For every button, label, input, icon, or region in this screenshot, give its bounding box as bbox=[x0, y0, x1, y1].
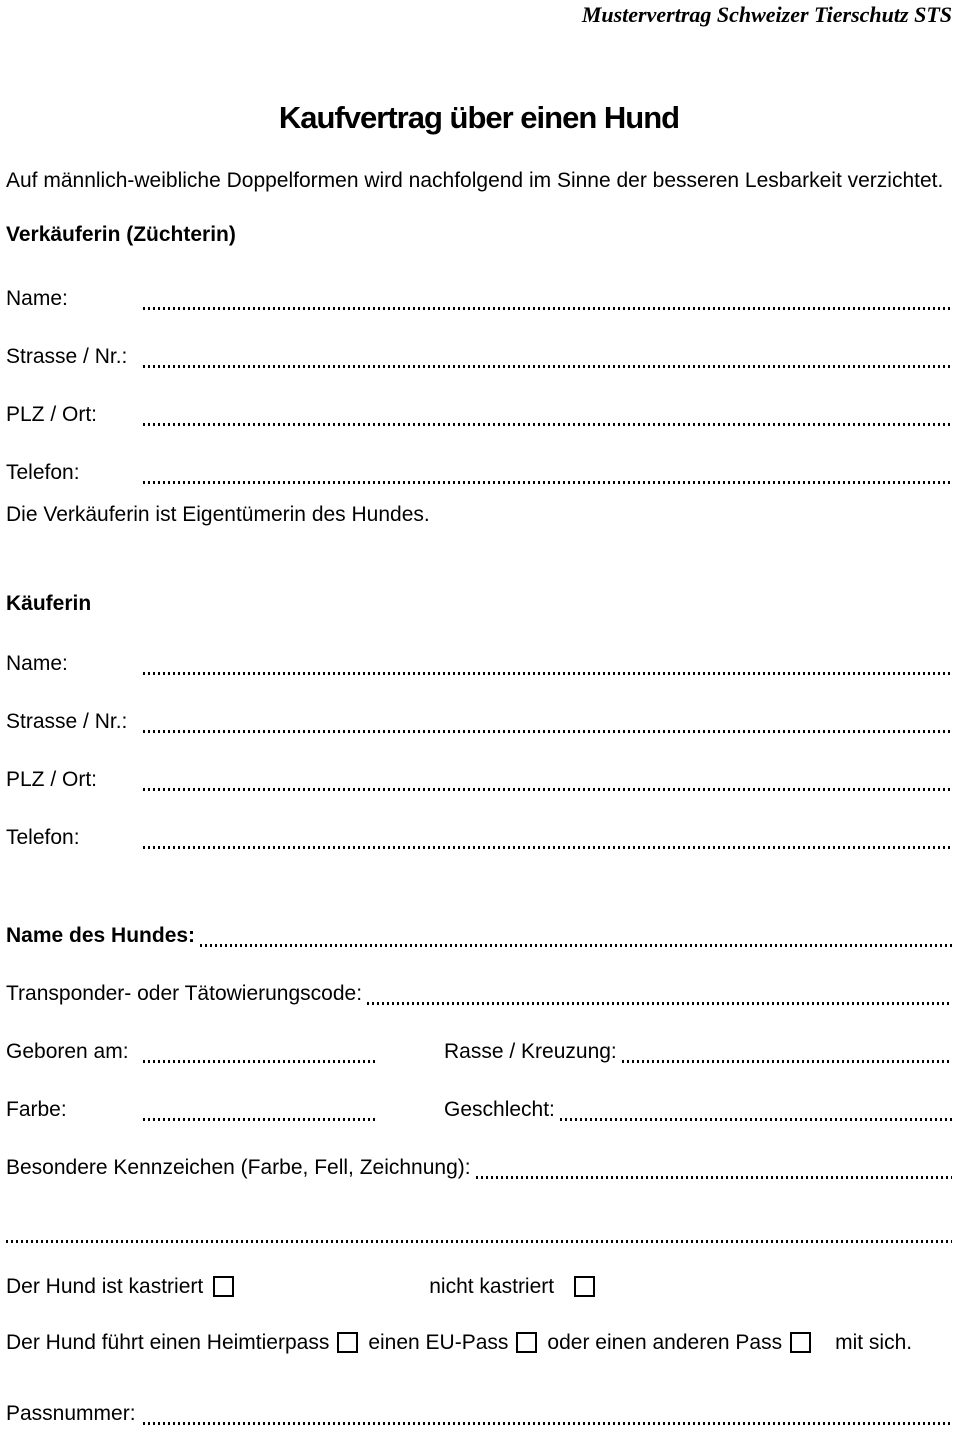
buyer-name-fill-line[interactable] bbox=[143, 672, 952, 675]
dog-marks-fill-line[interactable] bbox=[476, 1176, 952, 1179]
buyer-city-label: PLZ / Ort: bbox=[6, 768, 98, 791]
dog-transponder-label: Transponder- oder Tätowierungscode: bbox=[6, 982, 363, 1005]
dog-born-breed-row bbox=[6, 1006, 952, 1064]
passport-row bbox=[6, 1329, 952, 1355]
intro-note: Auf männlich-weibliche Doppelformen wird nachfolgend im Sinne der besseren Lesbarkeit verzichtet. bbox=[6, 169, 944, 192]
seller-phone-row bbox=[6, 427, 952, 485]
dog-marks-label: Besondere Kennzeichen (Farbe, Fell, Zeichnung): bbox=[6, 1156, 471, 1179]
buyer-phone-fill-line[interactable] bbox=[143, 846, 952, 849]
passport-number-row bbox=[6, 1370, 952, 1426]
passport-number-label: Passnummer: bbox=[6, 1402, 136, 1425]
seller-city-row bbox=[6, 369, 952, 427]
dog-marks-row bbox=[6, 1122, 952, 1180]
dog-name-row bbox=[6, 890, 952, 948]
dog-sex-fill-line[interactable] bbox=[560, 1118, 952, 1121]
seller-street-row bbox=[6, 311, 952, 369]
passport-suffix-label: mit sich. bbox=[835, 1330, 913, 1354]
buyer-street-fill-line[interactable] bbox=[143, 730, 952, 733]
dog-transponder-row bbox=[6, 948, 952, 1006]
marks-continuation-fill-line[interactable] bbox=[6, 1240, 952, 1243]
dog-name-label: Name des Hundes: bbox=[6, 924, 196, 947]
other-pass-label: oder einen anderen Pass bbox=[547, 1330, 783, 1354]
watermark-text: Mustervertrag Schweizer Tierschutz STS bbox=[581, 2, 952, 27]
buyer-phone-row bbox=[6, 792, 952, 850]
seller-city-label: PLZ / Ort: bbox=[6, 403, 98, 426]
seller-name-fill-line[interactable] bbox=[143, 307, 952, 310]
seller-street-label: Strasse / Nr.: bbox=[6, 345, 128, 368]
seller-phone-label: Telefon: bbox=[6, 461, 80, 484]
dog-born-fill-line[interactable] bbox=[143, 1060, 375, 1063]
dog-breed-label: Rasse / Kreuzung: bbox=[444, 1040, 617, 1063]
heimtierpass-checkbox[interactable] bbox=[337, 1332, 358, 1353]
not-castrated-checkbox[interactable] bbox=[574, 1276, 595, 1297]
seller-name-label: Name: bbox=[6, 287, 68, 310]
castrated-checkbox[interactable] bbox=[213, 1276, 234, 1297]
buyer-name-label: Name: bbox=[6, 652, 68, 675]
passport-prefix-label: Der Hund führt einen Heimtierpass bbox=[6, 1330, 330, 1354]
eu-pass-checkbox[interactable] bbox=[516, 1332, 537, 1353]
seller-phone-fill-line[interactable] bbox=[143, 481, 952, 484]
buyer-city-row bbox=[6, 734, 952, 792]
passport-number-fill-line[interactable] bbox=[143, 1422, 952, 1425]
buyer-section-heading: Käuferin bbox=[6, 592, 92, 615]
dog-transponder-fill-line[interactable] bbox=[367, 1002, 952, 1005]
seller-name-row bbox=[6, 253, 952, 311]
dog-color-fill-line[interactable] bbox=[143, 1118, 375, 1121]
dog-sex-label: Geschlecht: bbox=[444, 1098, 555, 1121]
buyer-street-label: Strasse / Nr.: bbox=[6, 710, 128, 733]
seller-city-fill-line[interactable] bbox=[143, 423, 952, 426]
eu-pass-label: einen EU-Pass bbox=[368, 1330, 509, 1354]
castrated-label: Der Hund ist kastriert bbox=[6, 1274, 204, 1298]
seller-ownership-note: Die Verkäuferin ist Eigentümerin des Hundes. bbox=[6, 503, 430, 526]
buyer-phone-label: Telefon: bbox=[6, 826, 80, 849]
dog-color-label: Farbe: bbox=[6, 1098, 67, 1121]
buyer-street-row bbox=[6, 676, 952, 734]
not-castrated-label: nicht kastriert bbox=[429, 1274, 555, 1298]
buyer-name-row bbox=[6, 618, 952, 676]
page-title: Kaufvertrag über einen Hund bbox=[278, 100, 680, 135]
seller-street-fill-line[interactable] bbox=[143, 365, 952, 368]
dog-breed-fill-line[interactable] bbox=[622, 1060, 952, 1063]
dog-born-label: Geboren am: bbox=[6, 1040, 129, 1063]
dog-name-fill-line[interactable] bbox=[200, 944, 952, 947]
dog-color-sex-row bbox=[6, 1064, 952, 1122]
other-pass-checkbox[interactable] bbox=[790, 1332, 811, 1353]
buyer-city-fill-line[interactable] bbox=[143, 788, 952, 791]
castration-row bbox=[6, 1273, 952, 1299]
seller-section-heading: Verkäuferin (Züchterin) bbox=[6, 223, 236, 246]
